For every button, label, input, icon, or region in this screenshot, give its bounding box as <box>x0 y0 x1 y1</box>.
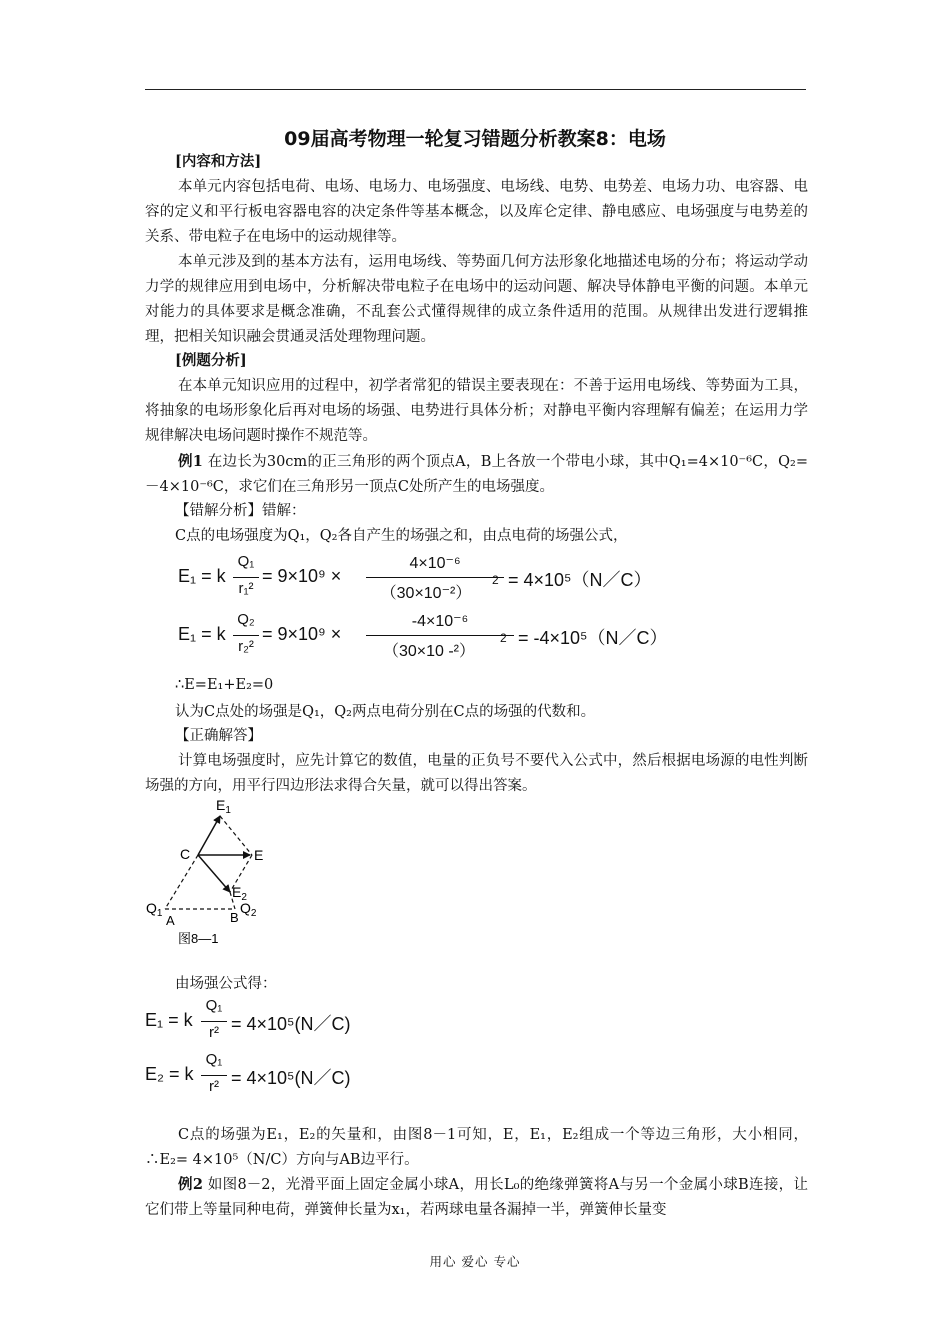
label-b: B <box>230 910 239 925</box>
vector-e1 <box>198 816 220 855</box>
label-e: E <box>254 847 264 863</box>
label-q1: $Q_1$ <box>146 900 163 919</box>
side-ca <box>165 855 198 909</box>
example1-result: C点的场强为E₁，E₂的矢量和，由图8－1可知，E，E₁，E₂组成一个等边三角形，大小相同，∴E₂= 4×10⁵（N/C）方向与AB边平行。 <box>145 1127 808 1168</box>
formula-e1-correct: E₁ = k Q₁ r² = 4×10⁵(N／C) <box>145 997 351 1041</box>
correct-answer-text: 计算电场强度时，应先计算它的数值，电量的正负号不要代入公式中，然后根据电场源的电性判断场强的方向，用平行四边形法求得合矢量，就可以得出答案。 <box>145 753 808 794</box>
wrong-analysis-text: C点的电场强度为Q₁，Q₂各自产生的场强之和，由点电荷的场强公式， <box>175 528 628 544</box>
label-e1: $E_1$ <box>216 797 231 816</box>
section-heading-examples: [例题分析] <box>175 352 247 369</box>
example2-label: 例2 <box>178 1176 203 1193</box>
formula-e2-wrong: E₁ = k Q₂ r₂² = 9×10⁹ × -4×10⁻⁶ （30×10 -²） 2 = -4×10⁵（N／C） <box>178 611 668 660</box>
section-heading-content: [内容和方法] <box>175 153 262 170</box>
example1-text: 在边长为30cm的正三角形的两个顶点A，B上各放一个带电小球，其中Q₁=4×10⁻⁶C，Q₂=－4×10⁻⁶C，求它们在三角形另一顶点C处所产生的电场强度。 <box>145 454 809 495</box>
example2-text: 如图8－2，光滑平面上固定金属小球A，用长L₀的绝缘弹簧将A与另一个金属小球B连接，让它们带上等量同种电荷，弹簧伸长量为x₁，若两球电量各漏掉一半，弹簧伸长量变 <box>145 1177 808 1218</box>
vector-e2 <box>198 855 230 892</box>
header-rule <box>145 89 806 90</box>
paragraph-content: 本单元内容包括电荷、电场、电场力、电场强度、电场线、电势、电势差、电场力功、电容器、电容的定义和平行板电容器电容的决定条件等基本概念，以及库仑定律、静电感应、电场强度与电势差的关系、带电粒子在电场中的运动规律等。 <box>145 179 808 245</box>
correct-answer-label: 【正确解答】 <box>175 728 262 744</box>
label-e2: $E_2$ <box>232 884 247 903</box>
formula-e1-wrong: E₁ = k Q₁ r₁² = 9×10⁹ × 4×10⁻⁶ （30×10⁻²） 2 = 4×10⁵（N／C） <box>178 553 652 602</box>
figure-caption: 图8—1 <box>178 931 219 946</box>
parallelogram-top-side <box>220 816 252 855</box>
example1-statement <box>145 449 808 500</box>
wrong-conclusion: 认为C点处的场强是Q₁，Q₂两点电荷分别在C点的场强的代数和。 <box>175 704 596 720</box>
page-footer: 用心 爱心 专心 <box>429 1254 521 1269</box>
wrong-analysis-label: 【错解分析】错解： <box>175 503 306 519</box>
paragraph-common-errors: 在本单元知识应用的过程中，初学者常犯的错误主要表现在：不善于运用电场线、等势面为工具，将抽象的电场形象化后再对电场的场强、电势进行具体分析；对静电平衡内容理解有偏差；在运用力学规律解决电场问题时操作不规范等。 <box>145 378 808 444</box>
sum-equation: ∴E=E₁+E₂=0 <box>175 677 274 693</box>
paragraph-methods: 本单元涉及到的基本方法有，运用电场线、等势面几何方法形象化地描述电场的分布；将运动学动力学的规律应用到电场中，分析解决带电粒子在电场中的运动问题、解决导体静电平衡的问题。本单元对能力的具体要求是概念准确，不乱套公式懂得规律的成立条件适用的范围。从规律出发进行逻辑推理，把相关知识融会贯通灵活处理物理问题。 <box>145 254 808 345</box>
from-formula-text: 由场强公式得： <box>175 976 277 992</box>
page-title: 09届高考物理一轮复习错题分析教案8：电场 <box>284 128 666 150</box>
example2-statement <box>145 1172 808 1223</box>
formula-e2-correct: E₂ = k Q₁ r² = 4×10⁵(N／C) <box>145 1051 351 1095</box>
label-c: C <box>180 846 191 862</box>
label-q2: $Q_2$ <box>240 900 257 919</box>
label-a: A <box>166 913 175 928</box>
example1-label: 例1 <box>178 453 203 470</box>
figure-8-1 <box>140 792 280 952</box>
